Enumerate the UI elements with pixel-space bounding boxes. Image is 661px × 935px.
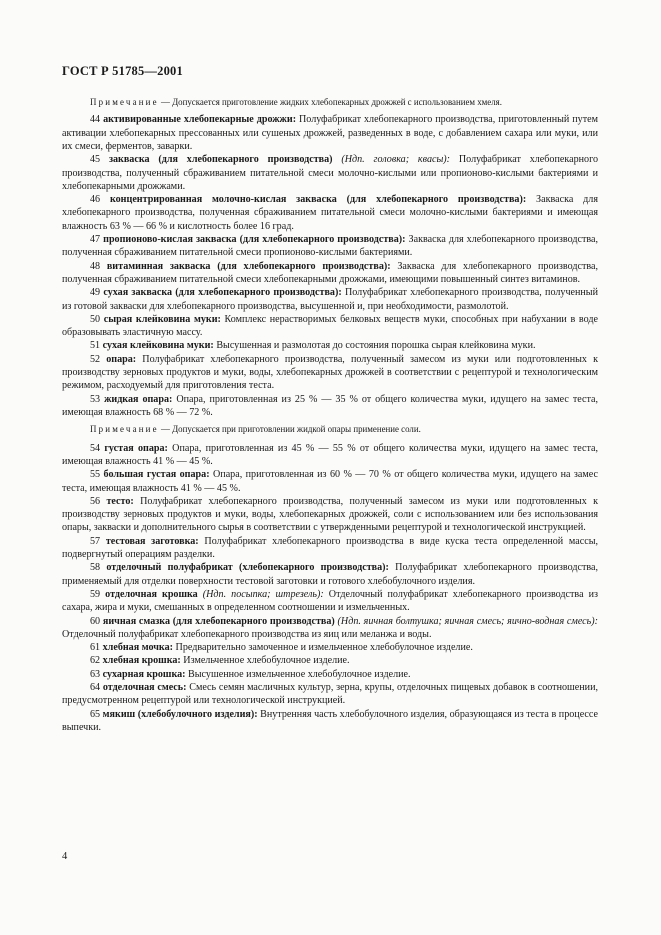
term-number: 58	[90, 562, 101, 574]
term-name: тестовая заготовка:	[105, 535, 199, 547]
term-number: 60	[90, 615, 101, 627]
page-number: 4	[62, 851, 68, 862]
term-entry	[62, 353, 598, 393]
term-definition: Полуфабрикат хлебопекарного производства, полученный замесом из муки или подготовленных к производству зерновых продуктов и муки, воды, хлебопекарных дрожжей в соответствии с рецептурой и технологическим режимом, расходуемый для приготовления теста.	[62, 353, 598, 392]
term-entry	[62, 286, 598, 313]
term-name: отделочный полуфабрикат (хлебопекарного производства):	[106, 562, 389, 574]
term-entry	[62, 654, 598, 667]
term-name: сухарная крошка:	[102, 668, 186, 680]
term-entry	[62, 233, 598, 260]
term-number: 56	[90, 495, 101, 507]
note-text: — Допускается при приготовлении жидкой опары применение соли.	[158, 424, 421, 435]
term-definition: Внутренняя часть хлебобулочного изделия, образующаяся из теста в процессе выпечки.	[62, 708, 598, 733]
term-definition: Комплекс нерастворимых белковых веществ муки, способных при набухании в воде образовывать эластичную массу.	[62, 313, 598, 339]
term-number: 64	[90, 681, 101, 693]
term-name: пропионово-кислая закваска (для хлебопекарного производства):	[103, 234, 406, 246]
term-entry	[62, 615, 598, 642]
term-name: мякиш (хлебобулочного изделия):	[102, 708, 258, 720]
term-definition: Полуфабрикат хлебопекарного производства, полученный сбраживанием питательной смеси молочно-кислыми или пропионово-кислыми бактериями и хлебопекарными дрожжами.	[62, 154, 599, 192]
term-number: 59	[90, 588, 101, 600]
note-text: — Допускается приготовление жидких хлебопекарных дрожжей с использованием хмеля.	[158, 97, 502, 107]
term-definition: Отделочный полуфабрикат хлебопекарного производства из сахара, жира и муки, смешанных в определенном соотношении и измельченных.	[62, 588, 598, 614]
note-label: Примечание	[90, 424, 159, 435]
term-entry	[62, 668, 598, 681]
term-list-b	[62, 442, 598, 735]
term-name: закваска (для хлебопекарного производства)	[108, 154, 333, 166]
term-number: 61	[90, 642, 101, 654]
term-definition: Измельченное хлебобулочное изделие.	[180, 655, 350, 667]
term-definition: Высушенное измельченное хлебобулочное изделие.	[185, 668, 411, 680]
term-definition: Полуфабрикат хлебопекарного производства в виде куска теста определенной массы, подвергнутый операциям разделки.	[62, 535, 598, 561]
term-non-recommended: (Ндп. головка; квасы):	[332, 154, 451, 166]
term-name: большая густая опара:	[103, 469, 210, 481]
term-definition: Отделочный полуфабрикат хлебопекарного производства из яиц или меланжа и воды.	[62, 628, 432, 640]
term-number: 63	[90, 668, 101, 680]
term-number: 51	[90, 340, 101, 352]
note-hops	[62, 96, 598, 108]
term-entry	[62, 495, 598, 535]
term-number: 52	[90, 353, 101, 365]
term-non-recommended: (Ндп. яичная болтушка; яичная смесь; яично-водная смесь):	[334, 615, 598, 627]
term-name: хлебная крошка:	[102, 655, 181, 667]
term-entry	[62, 153, 598, 193]
term-entry	[62, 535, 598, 562]
term-number: 50	[90, 313, 101, 325]
term-entry	[62, 113, 598, 153]
term-entry	[62, 641, 598, 654]
term-name: активированные хлебопекарные дрожжи:	[103, 114, 297, 126]
term-entry	[62, 193, 598, 233]
term-name: отделочная смесь:	[102, 681, 187, 693]
term-definition: Смесь семян масличных культур, зерна, крупы, отделочных пищевых добавок в соотношении, предусмотренном рецептурой или технологической инструкцией.	[62, 681, 598, 707]
document-body	[62, 95, 598, 734]
term-name: сухая закваска (для хлебопекарного производства):	[103, 287, 342, 299]
term-definition: Полуфабрикат хлебопекарного производства, полученный из готовой закваски для хлебопекарного производства, высушенной и, при необходимости, размолотой.	[62, 287, 598, 312]
term-entry	[62, 708, 598, 735]
term-definition: Закваска для хлебопекарного производства, полученная сбраживанием питательной смеси хлебопекарными дрожжами, имеющими повышенный синтез витаминов.	[62, 260, 599, 285]
term-entry	[62, 393, 598, 420]
term-entry	[62, 561, 598, 588]
term-list-a	[62, 113, 598, 419]
term-definition: Полуфабрикат хлебопекарного производства, приготовленный путем активации хлебопекарных прессованных или сушеных дрожжей, разведенных в воде, с добавлением сахара или муки, или их смеси, ферментов, заварки.	[62, 114, 598, 152]
term-number: 57	[90, 535, 101, 547]
term-name: витаминная закваска (для хлебопекарного производства):	[106, 260, 391, 272]
term-name: сырая клейковина муки:	[103, 313, 221, 325]
term-definition: Опара, приготовленная из 45 % — 55 % от общего количества муки, идущего на замес теста, имеющая влажность 41 % — 45 %.	[62, 442, 598, 467]
term-name: тесто:	[106, 495, 134, 507]
term-name: отделочная крошка	[105, 588, 198, 600]
term-name: концентрированная молочно-кислая закваска (для хлебопекарного производства):	[109, 194, 527, 206]
term-entry	[62, 339, 598, 352]
term-non-recommended: (Ндп. посыпка; штрезель):	[197, 588, 324, 600]
term-name: опара:	[106, 353, 137, 365]
term-number: 55	[90, 469, 101, 481]
term-entry	[62, 681, 598, 708]
note-label: Примечание	[90, 97, 159, 107]
term-number: 44	[90, 114, 101, 126]
term-definition: Опара, приготовленная из 60 % — 70 % от общего количества муки, идущего на замес теста, имеющая влажность 41 % — 45 %.	[62, 469, 598, 494]
term-number: 48	[90, 260, 101, 272]
term-number: 53	[90, 393, 101, 405]
term-number: 65	[90, 708, 101, 720]
term-definition: Полуфабрикат хлебопекарного производства, полученный замесом из муки или подготовленных к производству зерновых продуктов и муки, воды, хлебопекарных дрожжей, соли с использованием или без использования опары, закваски и дополнительного сырья в соответствии с утвержденными рецептурой и технологической инструкцией.	[62, 495, 599, 534]
term-name: сухая клейковина муки:	[102, 340, 214, 352]
term-name: яичная смазка (для хлебопекарного производства)	[102, 615, 335, 627]
term-entry	[62, 442, 598, 469]
term-definition: Предварительно замоченное и измельченное хлебобулочное изделие.	[173, 642, 473, 654]
term-number: 46	[90, 194, 101, 206]
term-entry	[62, 588, 598, 615]
term-definition: Закваска для хлебопекарного производства, полученная сбраживанием питательной смеси молочно-кислыми бактериями и имеющая влажность 63 % — 66 % и кислотность более 16 град.	[62, 194, 598, 232]
term-definition: Закваска для хлебопекарного производства, полученная сбраживанием питательной смеси пропионово-кислыми бактериями.	[62, 234, 598, 259]
term-entry	[62, 468, 598, 495]
term-number: 54	[90, 442, 101, 454]
term-definition: Высушенная и размолотая до состояния порошка сырая клейковина муки.	[213, 340, 536, 352]
term-number: 47	[90, 234, 101, 246]
term-name: густая опара:	[104, 442, 168, 454]
term-definition: Полуфабрикат хлебопекарного производства, применяемый для отделки поверхности тестовой заготовки и готового хлебобулочного изделия.	[62, 562, 599, 587]
term-entry	[62, 260, 598, 287]
term-number: 45	[90, 154, 101, 166]
term-entry	[62, 313, 598, 340]
term-name: хлебная мочка:	[102, 642, 173, 654]
term-number: 49	[90, 287, 101, 299]
term-name: жидкая опара:	[104, 393, 173, 405]
term-definition: Опара, приготовленная из 25 % — 35 % от общего количества муки, идущего на замес теста, имеющая влажность 68 % — 72 %.	[62, 393, 598, 418]
note-salt	[62, 423, 598, 435]
page-header-standard: ГОСТ Р 51785—2001	[62, 64, 183, 78]
term-number: 62	[90, 655, 101, 667]
